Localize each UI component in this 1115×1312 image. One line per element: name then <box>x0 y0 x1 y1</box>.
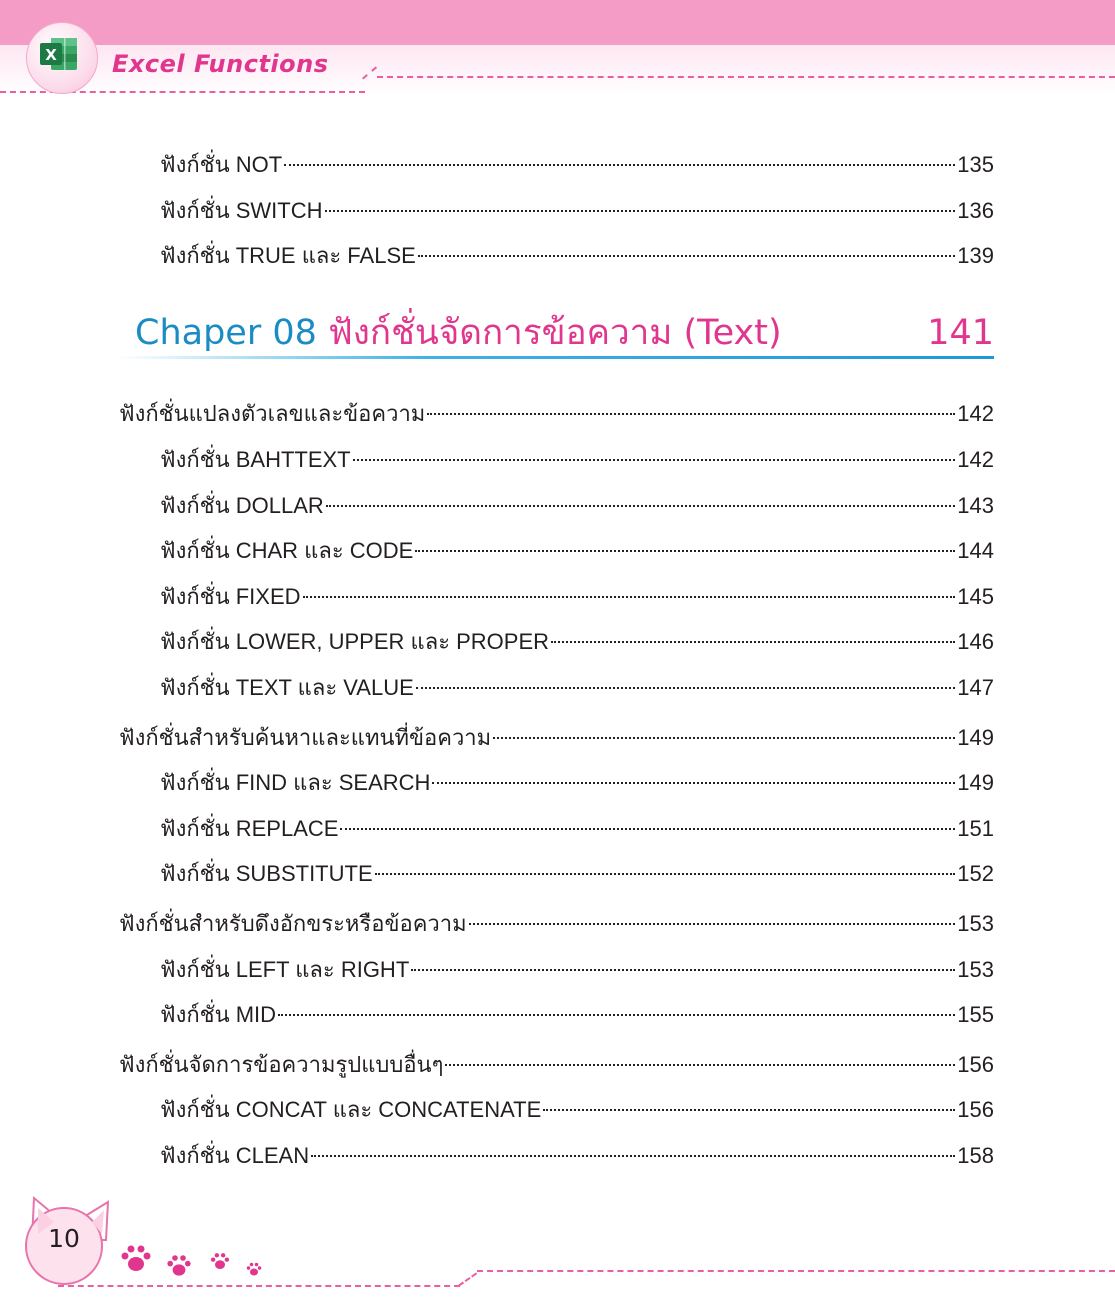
toc-entry <box>160 196 994 226</box>
toc-entry-page: 135 <box>957 152 994 177</box>
toc-leader-dots <box>493 737 955 739</box>
paw-print-icon <box>166 1254 192 1278</box>
toc-entry-page: 149 <box>957 770 994 795</box>
toc-entry-label: ฟังก์ชั่น CHAR และ CODE <box>160 538 414 563</box>
toc-entry-page: 139 <box>957 243 994 268</box>
toc-entry <box>160 241 994 271</box>
toc-entry-page: 153 <box>957 957 994 982</box>
paw-print-icon <box>120 1244 152 1274</box>
toc-entry-label: ฟังก์ชั่น SUBSTITUTE <box>160 861 373 886</box>
toc-entry-label: ฟังก์ชั่น MID <box>160 1002 277 1027</box>
chapter-heading <box>119 307 994 359</box>
toc-section-entry <box>119 723 994 753</box>
chapter-heading-text <box>135 307 782 359</box>
footer-divider <box>58 1285 460 1287</box>
toc-entry-label: ฟังก์ชั่น LEFT และ RIGHT <box>160 957 410 982</box>
toc-entry-label: ฟังก์ชั่น SWITCH <box>160 198 323 223</box>
toc-entry-label: ฟังก์ชั่น NOT <box>160 152 283 177</box>
chapter-underline <box>119 356 994 359</box>
toc-entry-label: ฟังก์ชั่น FIND และ SEARCH <box>160 770 431 795</box>
toc-entry-label: ฟังก์ชั่น TRUE และ FALSE <box>160 243 416 268</box>
toc-entry-label: ฟังก์ชั่น TEXT และ VALUE <box>160 675 414 700</box>
toc-section-entry <box>119 1050 994 1080</box>
toc-entry-label: ฟังก์ชั่น CLEAN <box>160 1143 310 1168</box>
toc-entry-page: 143 <box>957 493 994 518</box>
toc-leader-dots <box>416 687 956 689</box>
toc-entry-page: 156 <box>957 1052 994 1077</box>
toc-entry <box>160 491 994 521</box>
toc-entry-label: ฟังก์ชั่น FIXED <box>160 584 301 609</box>
toc-entry <box>160 859 994 889</box>
svg-text:X: X <box>45 46 57 64</box>
header-title: Excel Functions <box>112 50 329 78</box>
chapter-number: Chaper 08 <box>135 313 317 353</box>
toc-entry <box>160 150 994 180</box>
toc-entry-label: ฟังก์ชั่น BAHTTEXT <box>160 447 351 472</box>
toc-leader-dots <box>415 550 955 552</box>
toc-entry-page: 153 <box>957 911 994 936</box>
paw-print-icon <box>210 1252 230 1271</box>
toc-leader-dots <box>418 255 955 257</box>
toc-entry <box>160 1095 994 1125</box>
page-number: 10 <box>48 1224 80 1253</box>
toc-entry <box>160 768 994 798</box>
toc-entry-label: ฟังก์ชั่น LOWER, UPPER และ PROPER <box>160 629 550 654</box>
chapter-page: 141 <box>927 313 994 353</box>
toc-entry-page: 156 <box>957 1097 994 1122</box>
header-divider-right <box>377 76 1115 78</box>
toc-leader-dots <box>551 641 955 643</box>
footer-divider-slant <box>458 1272 477 1286</box>
toc-entry-page: 149 <box>957 725 994 750</box>
paw-print-icon <box>246 1262 262 1277</box>
toc-entry-page: 158 <box>957 1143 994 1168</box>
toc-leader-dots <box>432 782 955 784</box>
toc-entry <box>160 445 994 475</box>
toc-entry-page: 147 <box>957 675 994 700</box>
toc-entry-label: ฟังก์ชั่นจัดการข้อความรูปแบบอื่นๆ <box>119 1052 444 1077</box>
footer-divider-right <box>477 1270 1115 1272</box>
toc-leader-dots <box>303 596 956 598</box>
toc-entry-label: ฟังก์ชั่นแปลงตัวเลขและข้อความ <box>119 401 426 426</box>
header-band <box>0 0 1115 45</box>
toc-leader-dots <box>340 828 955 830</box>
toc-leader-dots <box>278 1014 955 1016</box>
toc-entry-page: 146 <box>957 629 994 654</box>
toc-entry-page: 145 <box>957 584 994 609</box>
toc-section-entry <box>119 909 994 939</box>
toc-leader-dots <box>543 1109 955 1111</box>
toc-entry-page: 144 <box>957 538 994 563</box>
toc-entry <box>160 814 994 844</box>
toc-entry-label: ฟังก์ชั่น DOLLAR <box>160 493 324 518</box>
toc-entry-page: 151 <box>957 816 994 841</box>
excel-logo-icon <box>37 34 81 74</box>
toc-entry-label: ฟังก์ชั่น CONCAT และ CONCATENATE <box>160 1097 542 1122</box>
toc-entry-label: ฟังก์ชั่น REPLACE <box>160 816 339 841</box>
toc-entry <box>160 673 994 703</box>
chapter-title: ฟังก์ชั่นจัดการข้อความ (Text) <box>328 313 782 353</box>
toc-entry-page: 142 <box>957 447 994 472</box>
toc-entry <box>160 955 994 985</box>
toc-entry-label: ฟังก์ชั่นสำหรับดึงอักขระหรือข้อความ <box>119 911 467 936</box>
toc-leader-dots <box>326 505 956 507</box>
toc-entry <box>160 582 994 612</box>
toc-leader-dots <box>411 969 955 971</box>
toc-leader-dots <box>469 923 956 925</box>
toc-entry-label: ฟังก์ชั่นสำหรับค้นหาและแทนที่ข้อความ <box>119 725 492 750</box>
toc-entry <box>160 1000 994 1030</box>
toc-entry <box>160 536 994 566</box>
toc-leader-dots <box>445 1064 955 1066</box>
toc-leader-dots <box>353 459 956 461</box>
toc-entry-page: 142 <box>957 401 994 426</box>
toc-entry-page: 152 <box>957 861 994 886</box>
toc-leader-dots <box>375 873 956 875</box>
toc-leader-dots <box>325 210 956 212</box>
toc-leader-dots <box>284 164 955 166</box>
toc-leader-dots <box>311 1155 955 1157</box>
toc-entry <box>160 627 994 657</box>
toc-section-entry <box>119 399 994 429</box>
toc-entry-page: 136 <box>957 198 994 223</box>
toc-leader-dots <box>427 413 955 415</box>
toc-entry-page: 155 <box>957 1002 994 1027</box>
toc-entry <box>160 1141 994 1171</box>
